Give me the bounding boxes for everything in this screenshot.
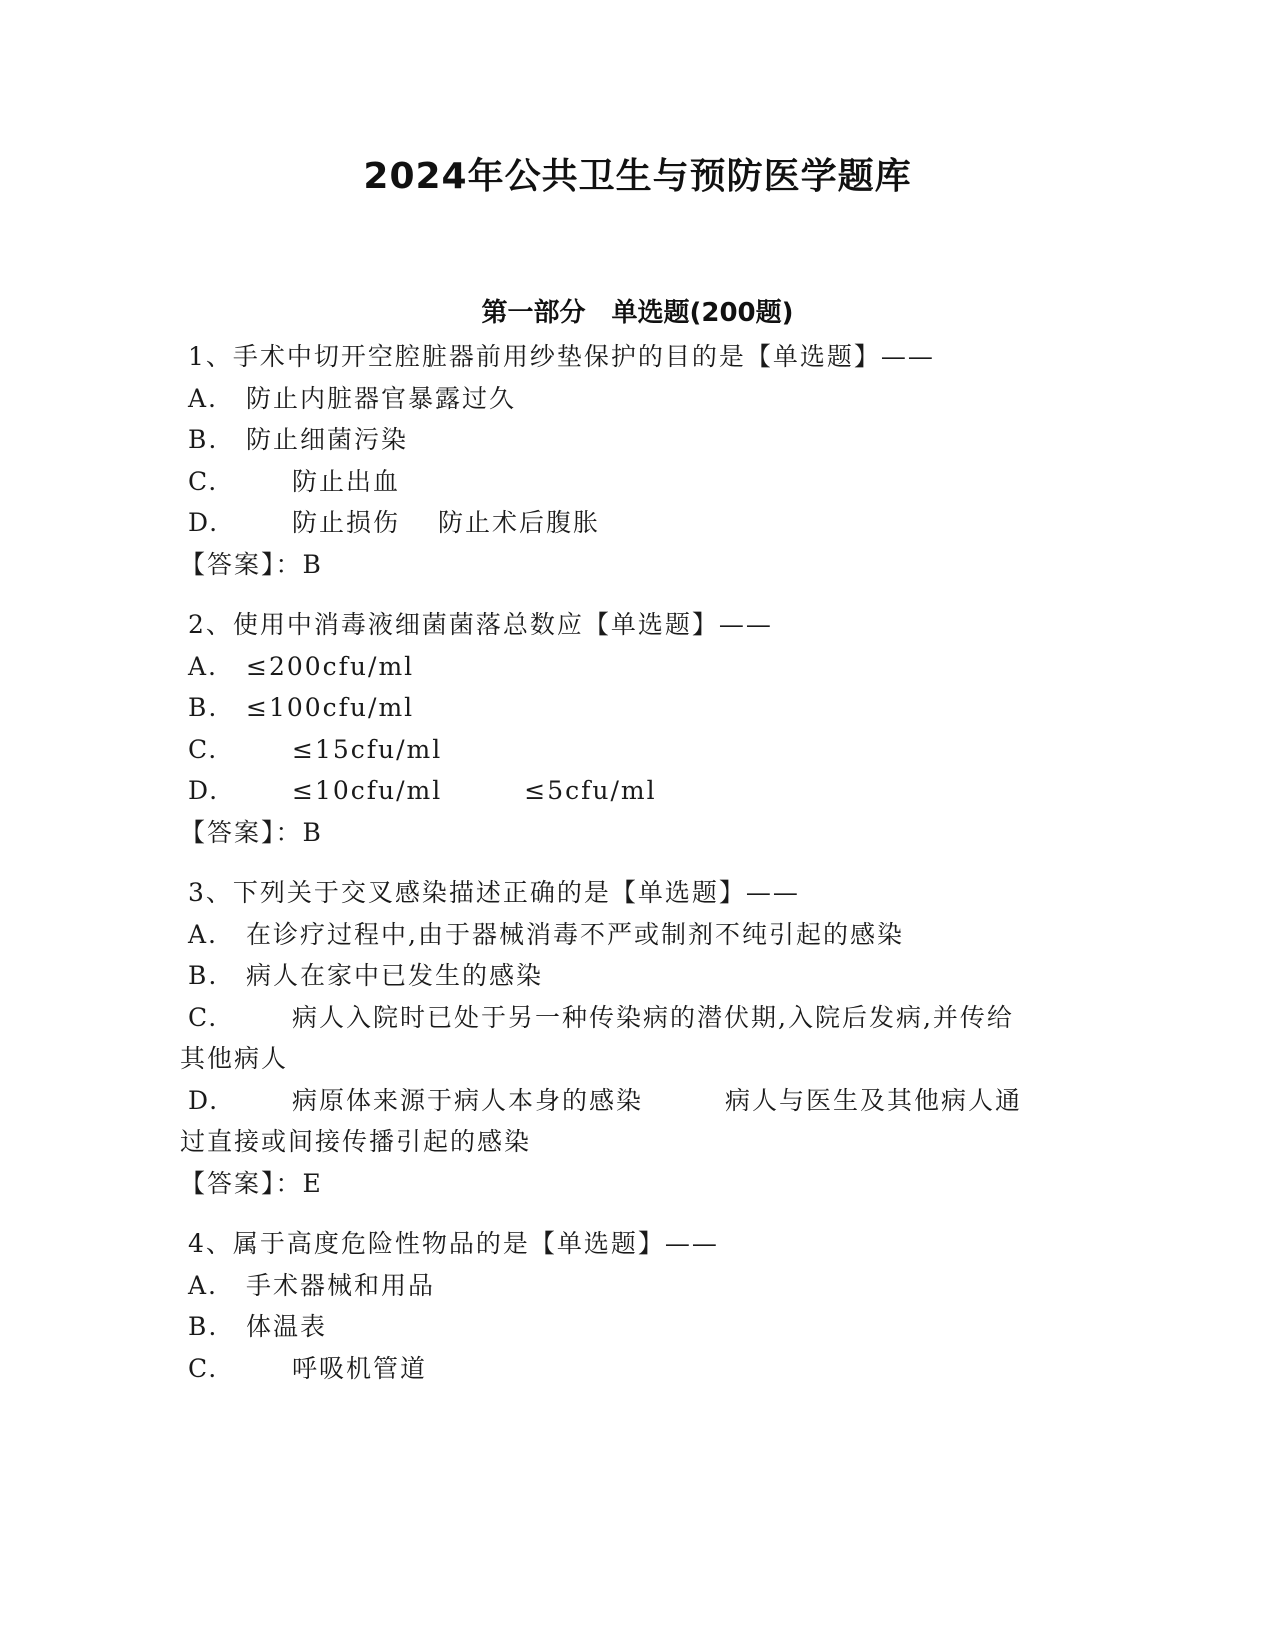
- question-2-option-b: B. ≤100cfu/ml: [188, 693, 415, 722]
- option-letter: A.: [188, 384, 219, 413]
- question-3-option-a: A. 在诊疗过程中,由于器械消毒不严或制剂不纯引起的感染: [188, 920, 904, 949]
- document-title: 2024年公共卫生与预防医学题库: [363, 156, 912, 197]
- question-4-stem: 4、属于高度危险性物品的是【单选题】——: [188, 1229, 719, 1258]
- question-3-option-e-continued: 过直接或间接传播引起的感染: [180, 1127, 532, 1156]
- question-4-option-a: A. 手术器械和用品: [188, 1271, 436, 1300]
- question-1-option-d: D. 防止损伤 防止术后腹胀: [188, 508, 601, 537]
- option-letter: C.: [188, 1003, 219, 1032]
- question-2-answer: 【答案】：B: [180, 818, 323, 847]
- question-3-option-c: C. 病人入院时已处于另一种传染病的潜伏期,入院后发病,并传给: [188, 1003, 1014, 1032]
- question-2-option-e: ≤5cfu/ml: [524, 776, 657, 805]
- option-letter: B.: [188, 961, 219, 990]
- question-3-option-b: B. 病人在家中已发生的感染: [188, 961, 544, 990]
- question-1-stem: 1、手术中切开空腔脏器前用纱垫保护的目的是【单选题】——: [188, 342, 935, 371]
- question-1-option-a: A. 防止内脏器官暴露过久: [188, 384, 517, 413]
- question-3-stem: 3、下列关于交叉感染描述正确的是【单选题】——: [188, 878, 800, 907]
- option-letter: C.: [188, 467, 219, 496]
- question-1-option-b: B. 防止细菌污染: [188, 425, 409, 454]
- option-letter: A.: [188, 920, 219, 949]
- option-letter: D.: [188, 776, 220, 805]
- question-2-option-c: C. ≤15cfu/ml: [188, 735, 443, 764]
- question-1-option-c: C. 防止出血: [188, 467, 401, 496]
- option-letter: C.: [188, 1354, 219, 1383]
- option-letter: B.: [188, 425, 219, 454]
- question-3-option-c-continued: 其他病人: [180, 1044, 289, 1073]
- option-letter: B.: [188, 1312, 219, 1341]
- question-1-option-e: 防止术后腹胀: [438, 508, 601, 537]
- question-2-option-a: A. ≤200cfu/ml: [188, 652, 415, 681]
- question-3-option-d: D. 病原体来源于病人本身的感染 病人与医生及其他病人通: [188, 1086, 1023, 1115]
- question-2-option-d: D. ≤10cfu/ml ≤5cfu/ml: [188, 776, 657, 805]
- question-3-option-e: 病人与医生及其他病人通: [725, 1086, 1023, 1115]
- question-1-answer: 【答案】：B: [180, 550, 323, 579]
- question-4-option-c: C. 呼吸机管道: [188, 1354, 428, 1383]
- option-letter: D.: [188, 508, 220, 537]
- question-4-option-b: B. 体温表: [188, 1312, 328, 1341]
- option-letter: B.: [188, 693, 219, 722]
- option-letter: D.: [188, 1086, 220, 1115]
- section-title: 第一部分 单选题(200题): [481, 298, 794, 328]
- question-3-answer: 【答案】：E: [180, 1169, 323, 1198]
- option-letter: A.: [188, 1271, 219, 1300]
- option-letter: A.: [188, 652, 219, 681]
- question-2-stem: 2、使用中消毒液细菌菌落总数应【单选题】——: [188, 610, 773, 639]
- option-letter: C.: [188, 735, 219, 764]
